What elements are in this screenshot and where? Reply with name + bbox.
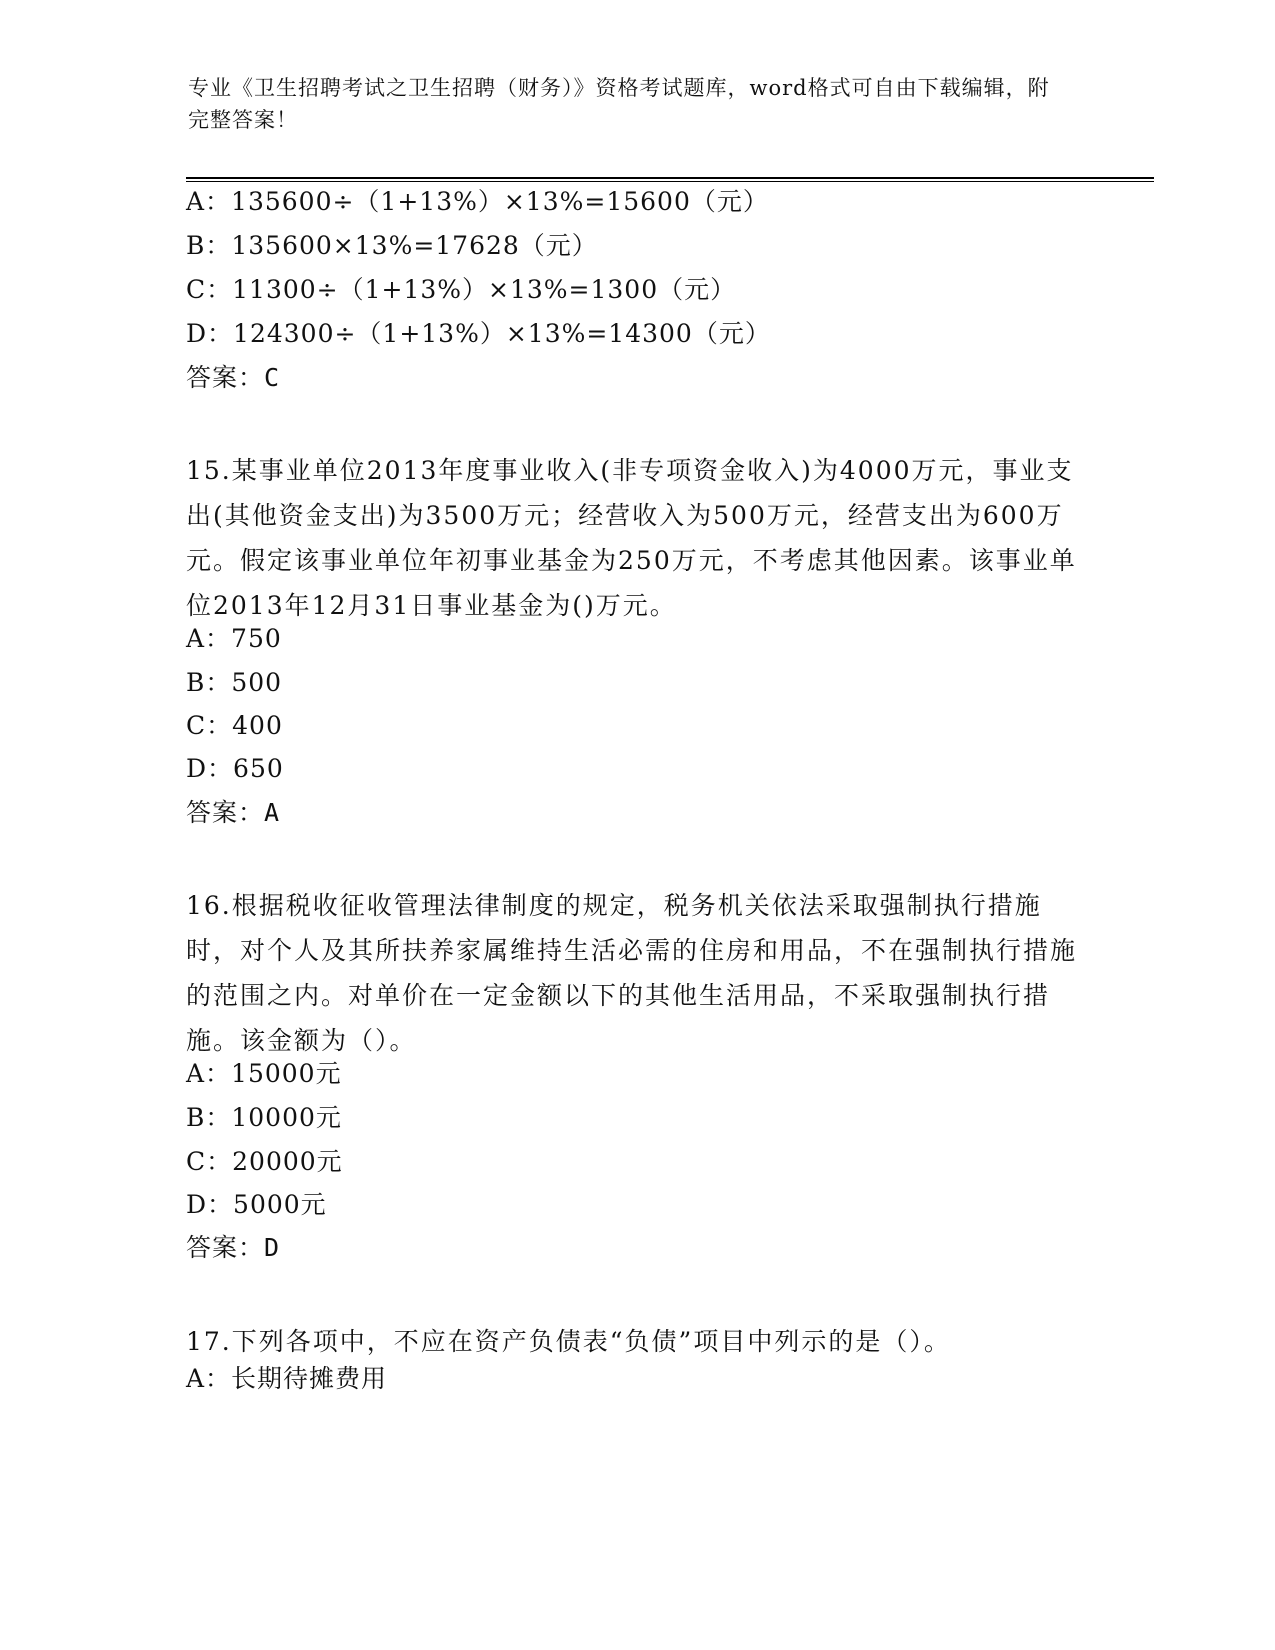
q15-option-b: B：500: [186, 668, 283, 697]
question-15-text: 15.某事业单位2013年度事业收入(非专项资金收入)为4000万元，事业支出(其他资金支出)为3500万元；经营收入为500万元，经营支出为600万元。假定该事业单位年初事业基金为250万元，不考虑其他因素。该事业单位2013年12月31日事业基金为()万元。: [186, 456, 1077, 620]
q16-option-c: C：20000元: [186, 1147, 343, 1176]
q15-answer: 答案：A: [186, 798, 281, 827]
header-rule-thin: [186, 181, 1154, 182]
prev-option-a: A：135600÷（1+13%）×13%=15600（元）: [186, 187, 769, 216]
q16-option-a: A：15000元: [186, 1059, 342, 1088]
q16-answer: 答案：D: [186, 1233, 281, 1262]
q17-option-a: A：长期待摊费用: [186, 1364, 388, 1393]
q15-option-d: D：650: [186, 754, 284, 783]
q15-option-c: C：400: [186, 711, 283, 740]
q16-option-d: D：5000元: [186, 1190, 327, 1219]
prev-option-b: B：135600×13%=17628（元）: [186, 231, 598, 260]
document-header: 专业《卫生招聘考试之卫生招聘（财务）》资格考试题库，word格式可自由下载编辑，附完整答案！: [188, 76, 1050, 132]
question-17-text: 17.下列各项中，不应在资产负债表“负债”项目中列示的是（）。: [186, 1327, 951, 1356]
q16-option-b: B：10000元: [186, 1103, 342, 1132]
prev-answer: 答案：C: [186, 363, 281, 392]
prev-option-d: D：124300÷（1+13%）×13%=14300（元）: [186, 319, 771, 348]
q15-option-a: A：750: [186, 624, 282, 653]
header-rule-thick: [186, 177, 1154, 179]
question-16-text: 16.根据税收征收管理法律制度的规定，税务机关依法采取强制执行措施时，对个人及其所扶养家属维持生活必需的住房和用品，不在强制执行措施的范围之内。对单价在一定金额以下的其他生活用品，不采取强制执行措施。该金额为（）。: [186, 891, 1078, 1055]
prev-option-c: C：11300÷（1+13%）×13%=1300（元）: [186, 275, 737, 304]
